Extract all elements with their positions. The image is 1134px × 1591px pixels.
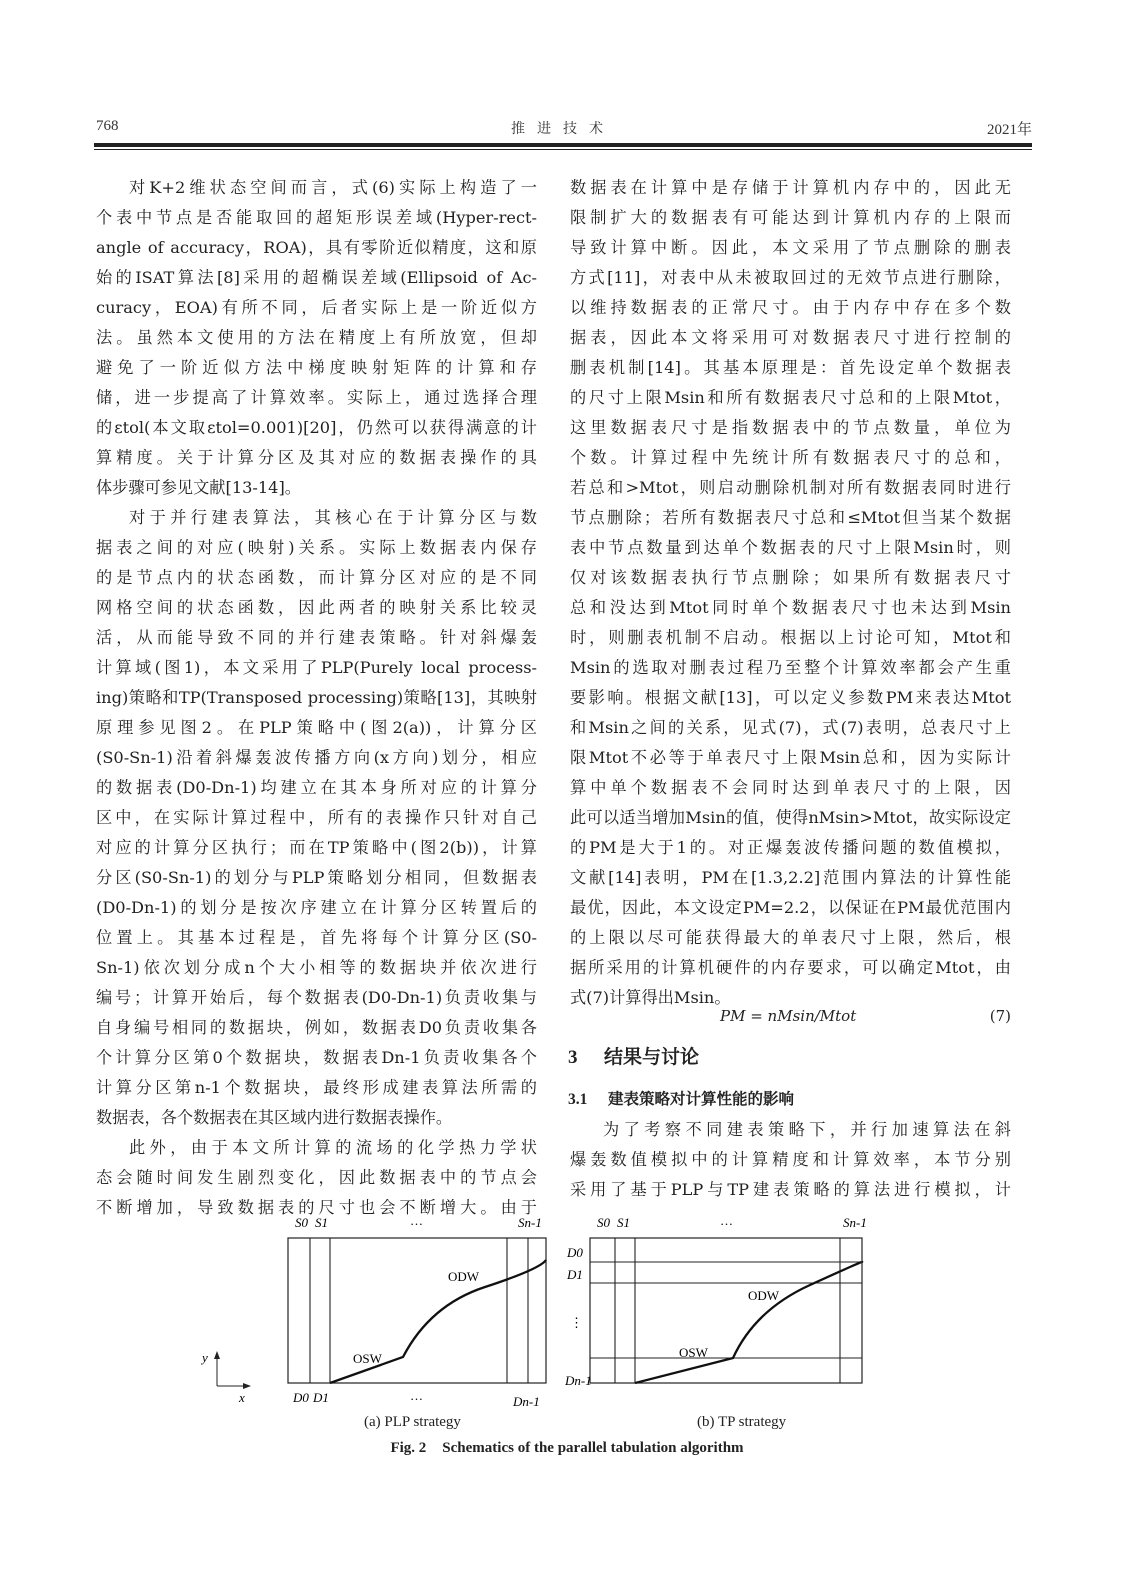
text-line: 的εtol(本文取εtol=0.001)[20]，仍然可以获得满意的计 — [96, 418, 537, 437]
text-line: 这里数据表尺寸是指数据表中的节点数量，单位为 — [570, 418, 1011, 437]
label-d0: D0 — [567, 1245, 583, 1260]
text-line: 爆轰数值模拟中的计算精度和计算效率，本节分别 — [570, 1150, 1011, 1169]
text-line: 方式[11]，对表中从未被取回过的无效节点进行删除， — [570, 268, 1011, 287]
text-line: 对于并行建表算法，其核心在于计算分区与数 — [129, 508, 537, 527]
text-line: 总和没达到Mtot同时单个数据表尺寸也未达到Msin — [570, 598, 1011, 617]
text-line: 导致计算中断。因此，本文采用了节点删除的删表 — [570, 238, 1011, 257]
text-line: (S0-Sn-1)沿着斜爆轰波传播方向(x方向)划分，相应 — [96, 748, 537, 767]
label-d1: D1 — [313, 1390, 329, 1405]
text-line: 位置上。其基本过程是，首先将每个计算分区(S0- — [96, 928, 537, 947]
text-line: 式(7)计算得出Msin。 — [570, 988, 731, 1007]
text-line: 始的ISAT算法[8]采用的超椭误差域(Ellipsoid of Ac- — [96, 268, 537, 287]
label-osw: OSW — [679, 1345, 708, 1360]
text-line: 文献[14]表明，PM在[1.3,2.2]范围内算法的计算性能 — [570, 868, 1011, 887]
figure-panel-b — [565, 1205, 910, 1420]
text-line: 要影响。根据文献[13]，可以定义参数PM来表达Mtot — [570, 688, 1011, 707]
text-line: 原理参见图2。在PLP策略中(图2(a))，计算分区 — [96, 718, 537, 737]
label-s-dots: … — [410, 1213, 423, 1228]
label-odw: ODW — [448, 1269, 480, 1284]
label-d0: D0 — [293, 1390, 309, 1405]
equation-body: PM = nMsin/Mtot — [720, 1007, 857, 1025]
text-line: 若总和>Mtot，则启动删除机制对所有数据表同时进行 — [570, 478, 1011, 497]
text-line: 的数据表(D0-Dn-1)均建立在其本身所对应的计算分 — [96, 778, 537, 797]
label-d-dots: … — [410, 1388, 423, 1403]
label-sn-1: Sn-1 — [843, 1215, 867, 1230]
text-line: 限制扩大的数据表有可能达到计算机内存的上限而 — [570, 208, 1011, 227]
text-line: 和Msin之间的关系，见式(7)，式(7)表明，总表尺寸上 — [570, 718, 1011, 737]
text-line: 算中单个数据表不会同时达到单表尺寸的上限，因 — [570, 778, 1011, 797]
y-arrow-head — [214, 1351, 220, 1359]
text-line: 活，从而能导致不同的并行建表策略。针对斜爆轰 — [96, 628, 537, 647]
text-line: curacy，EOA)有所不同，后者实际上是一阶近似方 — [96, 298, 537, 317]
text-line: 编号；计算开始后，每个数据表(D0-Dn-1)负责收集与 — [96, 988, 537, 1007]
journal-name: 推进技术 — [511, 121, 615, 137]
text-line: 个数。计算过程中先统计所有数据表尺寸的总和， — [570, 448, 1011, 467]
label-sn-1: Sn-1 — [518, 1215, 542, 1230]
subsection-number: 3.1 — [568, 1091, 588, 1108]
axis-label-x: x — [239, 1390, 245, 1405]
label-s0: S0 — [597, 1215, 610, 1230]
header-rule-thick — [94, 143, 1032, 147]
text-line: Sn-1)依次划分成n个大小相等的数据块并依次进行 — [96, 958, 537, 977]
text-line: 限Mtot不必等于单表尺寸上限Msin总和，因为实际计 — [570, 748, 1011, 767]
text-line: 以维持数据表的正常尺寸。由于内存中存在多个数 — [570, 298, 1011, 317]
text-line: 此外，由于本文所计算的流场的化学热力学状 — [129, 1138, 537, 1157]
text-line: 据表，因此本文将采用可对数据表尺寸进行控制的 — [570, 328, 1011, 347]
label-dn-1: Dn-1 — [565, 1373, 592, 1388]
text-line: 法。虽然本文使用的方法在精度上有所放宽，但却 — [96, 328, 537, 347]
figure-title: Schematics of the parallel tabulation algorithm — [442, 1440, 744, 1456]
text-line: 数据表，各个数据表在其区域内进行数据表操作。 — [96, 1108, 453, 1127]
text-line: 个表中节点是否能取回的超矩形误差域(Hyper-rect- — [96, 208, 537, 227]
text-line: 对应的计算分区执行；而在TP策略中(图2(b))，计算 — [96, 838, 537, 857]
figure-panel-a — [195, 1205, 565, 1420]
label-odw: ODW — [748, 1288, 780, 1303]
text-line: 计算分区第n-1个数据块，最终形成建表算法所需的 — [96, 1078, 537, 1097]
text-line: 态会随时间发生剧烈变化，因此数据表中的节点会 — [96, 1168, 537, 1187]
section-title: 结果与讨论 — [604, 1046, 700, 1068]
subsection-title: 建表策略对计算性能的影响 — [608, 1090, 795, 1108]
text-line: 据所采用的计算机硬件的内存要求，可以确定Mtot，由 — [570, 958, 1011, 977]
text-line: 避免了一阶近似方法中梯度映射矩阵的计算和存 — [96, 358, 537, 377]
label-d-vdots: ⋮ — [570, 1315, 583, 1330]
text-line: 节点删除；若所有数据表尺寸总和≤Mtot但当某个数据 — [570, 508, 1011, 527]
text-line: 数据表在计算中是存储于计算机内存中的，因此无 — [570, 178, 1011, 197]
left-column — [96, 173, 537, 1223]
section-heading — [568, 1042, 699, 1069]
header-rule-thin — [94, 149, 1032, 150]
text-line: 体步骤可参见文献[13-14]。 — [96, 478, 301, 497]
figure-number: Fig. 2 — [390, 1440, 427, 1456]
text-line: ing)策略和TP(Transposed processing)策略[13]，其映射 — [96, 688, 537, 707]
text-line: 自身编号相同的数据块，例如，数据表D0负责收集各 — [96, 1018, 537, 1037]
equation-7 — [570, 1001, 1011, 1031]
domain-box — [590, 1238, 862, 1383]
x-arrow-head — [243, 1383, 251, 1389]
text-line: 此可以适当增加Msin的值，使得nMsin>Mtot，故实际设定 — [570, 808, 1011, 827]
text-line: 的尺寸上限Msin和所有数据表尺寸总和的上限Mtot， — [570, 388, 1011, 407]
figure-caption — [0, 1440, 1134, 1457]
text-line: 仅对该数据表执行节点删除；如果所有数据表尺寸 — [570, 568, 1011, 587]
label-s0: S0 — [295, 1215, 308, 1230]
text-line: 表中节点数量到达单个数据表的尺寸上限Msin时，则 — [570, 538, 1011, 557]
text-line: 区中，在实际计算过程中，所有的表操作只针对自己 — [96, 808, 537, 827]
text-line: 最优，因此，本文设定PM=2.2，以保证在PM最优范围内 — [570, 898, 1011, 917]
text-line: 为了考察不同建表策略下，并行加速算法在斜 — [603, 1120, 1011, 1139]
subsection-heading — [568, 1087, 794, 1109]
text-line: 的是节点内的状态函数，而计算分区对应的是不同 — [96, 568, 537, 587]
text-line: 的PM是大于1的。对正爆轰波传播问题的数值模拟， — [570, 838, 1011, 857]
text-line: 储，进一步提高了计算效率。实际上，通过选择合理 — [96, 388, 537, 407]
label-d1: D1 — [567, 1267, 583, 1282]
label-s1: S1 — [315, 1215, 328, 1230]
caption-panel-a: (a) PLP strategy — [364, 1414, 461, 1430]
text-line: 个计算分区第0个数据块，数据表Dn-1负责收集各个 — [96, 1048, 537, 1067]
running-header — [94, 118, 1032, 140]
text-line: 的上限以尽可能获得最大的单表尺寸上限，然后，根 — [570, 928, 1011, 947]
label-osw: OSW — [353, 1351, 382, 1366]
year: 2021年 — [986, 122, 1032, 138]
text-line: 删表机制[14]。其基本原理是：首先设定单个数据表 — [570, 358, 1011, 377]
label-s1: S1 — [617, 1215, 630, 1230]
text-line: 据表之间的对应(映射)关系。实际上数据表内保存 — [96, 538, 537, 557]
page-number: 768 — [96, 118, 119, 134]
text-line: 时，则删表机制不启动。根据以上讨论可知，Mtot和 — [570, 628, 1011, 647]
text-line: 分区(S0-Sn-1)的划分与PLP策略划分相同，但数据表 — [96, 868, 537, 887]
text-line: 网格空间的状态函数，因此两者的映射关系比较灵 — [96, 598, 537, 617]
caption-panel-b: (b) TP strategy — [697, 1414, 787, 1430]
text-line: (D0-Dn-1)的划分是按次序建立在计算分区转置后的 — [96, 898, 537, 917]
text-line: 采用了基于PLP与TP建表策略的算法进行模拟，计 — [570, 1180, 1011, 1199]
text-line: 不断增加，导致数据表的尺寸也会不断增大。由于 — [96, 1198, 537, 1217]
text-line: 对K+2维状态空间而言，式(6)实际上构造了一 — [129, 178, 537, 197]
right-column — [570, 173, 1011, 1013]
axis-label-y: y — [202, 1350, 208, 1365]
text-line: angle of accuracy，ROA)，具有零阶近似精度，这和原 — [96, 238, 537, 257]
label-s-dots: … — [720, 1213, 733, 1228]
text-line: 计算域(图1)，本文采用了PLP(Purely local process- — [96, 658, 537, 677]
text-line: 算精度。关于计算分区及其对应的数据表操作的具 — [96, 448, 537, 467]
label-dn-1: Dn-1 — [513, 1394, 540, 1409]
section-number: 3 — [568, 1047, 578, 1068]
wave-curve — [635, 1262, 862, 1383]
equation-number: (7) — [989, 1007, 1011, 1025]
text-line: Msin的选取对删表过程乃至整个计算效率都会产生重 — [570, 658, 1011, 677]
right-column-continued — [570, 1115, 1011, 1205]
